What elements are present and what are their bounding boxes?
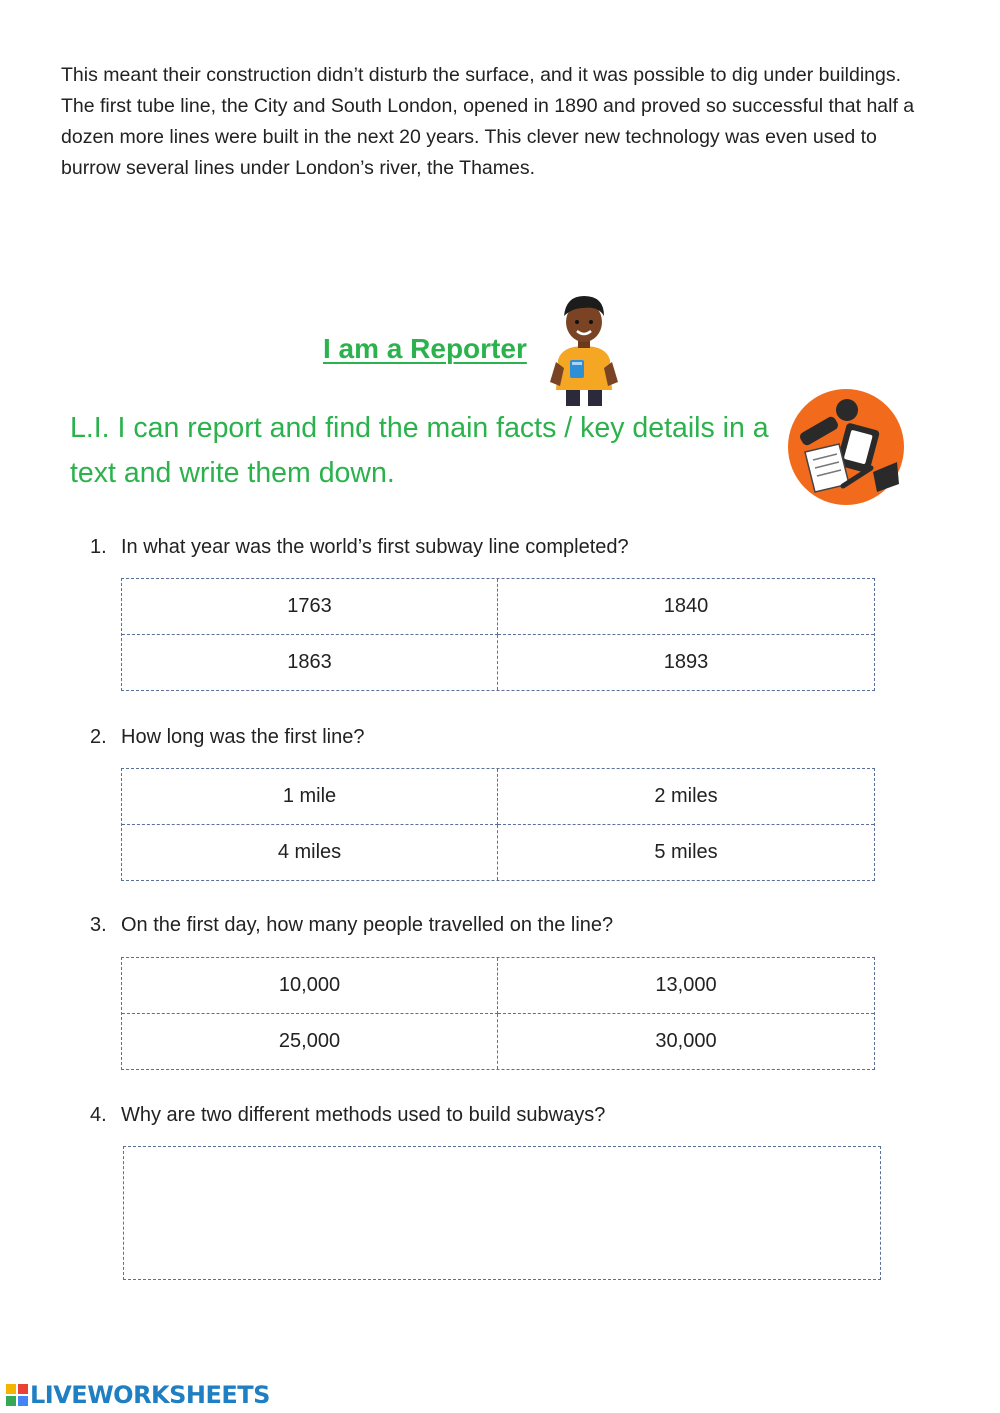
q2-option-4-miles[interactable]: 4 miles xyxy=(122,825,498,881)
q2-option-2-miles[interactable]: 2 miles xyxy=(498,769,874,825)
question-1-options xyxy=(121,578,875,691)
question-3-number: 3. xyxy=(90,914,107,936)
question-3 xyxy=(90,914,613,937)
q1-option-1863[interactable]: 1863 xyxy=(122,635,498,691)
intro-paragraph: This meant their construction didn’t disturb the surface, and it was possible to dig under buildings. The first tube line, the City and South London, opened in 1890 and proved so successful that half a dozen more lines were built in the next 20 years. This clever new technology was even used to burrow several lines under London’s river, the Thames. xyxy=(61,64,915,179)
q3-option-30000[interactable]: 30,000 xyxy=(655,1029,717,1052)
page-title: I am a Reporter xyxy=(323,333,527,364)
question-1-text: In what year was the world’s first subway line completed? xyxy=(121,536,629,558)
question-4-answer-input[interactable] xyxy=(124,1147,880,1279)
question-2 xyxy=(90,726,364,749)
q1-option-1763[interactable]: 1763 xyxy=(122,579,498,635)
question-2-options xyxy=(121,768,875,881)
q2-option-1-mile[interactable]: 1 mile xyxy=(122,769,498,825)
reporter-illustration xyxy=(548,290,620,408)
question-4-number: 4. xyxy=(90,1104,107,1126)
question-4 xyxy=(90,1104,605,1127)
question-2-number: 2. xyxy=(90,726,107,748)
learning-intention: L.I. I can report and find the main facts / key details in a text and write them down. xyxy=(70,412,769,489)
footer-brand-text: LIVEWORKSHEETS xyxy=(30,1381,270,1409)
question-4-text: Why are two different methods used to build subways? xyxy=(121,1104,606,1126)
question-2-text: How long was the first line? xyxy=(121,726,365,748)
liveworksheets-logo-icon xyxy=(6,1384,28,1406)
question-1 xyxy=(90,536,629,559)
question-1-number: 1. xyxy=(90,536,107,558)
q1-option-1840[interactable]: 1840 xyxy=(498,579,874,635)
q3-option-25000[interactable]: 25,000 xyxy=(122,1014,498,1070)
q2-option-5-miles[interactable]: 5 miles xyxy=(654,840,718,863)
question-3-text: On the first day, how many people travelled on the line? xyxy=(121,914,614,936)
q1-option-1893[interactable]: 1893 xyxy=(663,650,709,673)
footer-logo[interactable] xyxy=(6,1380,270,1410)
reporter-badge-illustration xyxy=(787,388,905,506)
q3-option-10000[interactable]: 10,000 xyxy=(122,958,498,1014)
q3-option-13000[interactable]: 13,000 xyxy=(498,958,874,1014)
question-3-options xyxy=(121,957,875,1070)
question-4-answer-box xyxy=(123,1146,881,1280)
